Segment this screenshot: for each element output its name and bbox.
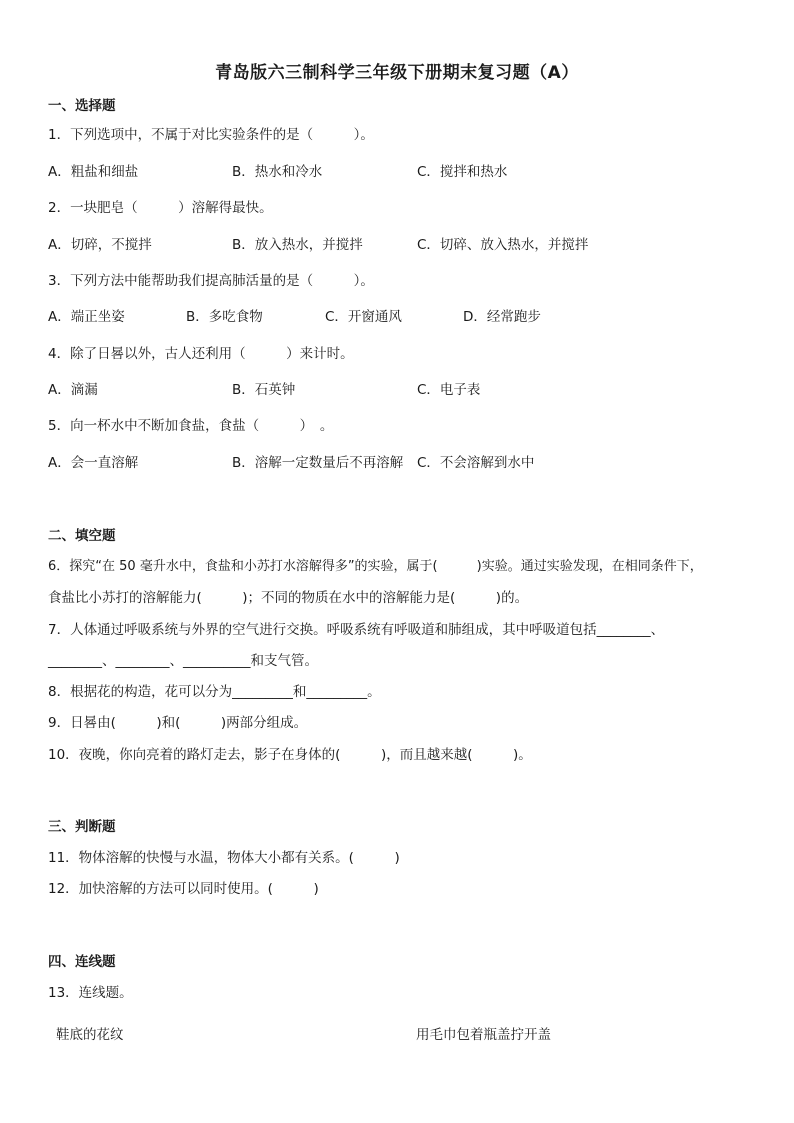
question-4-option-a: A．滴漏 (48, 382, 98, 398)
question-2-stem: 2．一块肥皂（ ）溶解得最快。 (48, 200, 273, 216)
section-heading-judge: 三、判断题 (48, 819, 116, 835)
match-left-item-1: 鞋底的花纹 (56, 1027, 124, 1043)
question-1-option-c: C．搅拌和热水 (417, 164, 508, 180)
question-4-option-b: B．石英钟 (232, 382, 296, 398)
question-5-option-a: A．会一直溶解 (48, 455, 139, 471)
question-3-option-a: A．端正坐姿 (48, 309, 125, 325)
question-3-option-b: B．多吃食物 (186, 309, 263, 325)
section-heading-fill: 二、填空题 (48, 528, 116, 544)
question-4-option-c: C．电子表 (417, 382, 481, 398)
question-2-option-b: B．放入热水，并搅拌 (232, 237, 363, 253)
question-4-stem: 4．除了日晷以外，古人还利用（ ）来计时。 (48, 346, 354, 362)
question-7-line-2: ________、________、__________和支气管。 (48, 653, 318, 669)
question-3-stem: 3．下列方法中能帮助我们提高肺活量的是（ ）。 (48, 273, 374, 289)
question-6-line-1: 6．探究“在 50 毫升水中，食盐和小苏打水溶解得多”的实验，属于( )实验。通过实验发现，在相同条件下， (48, 559, 703, 574)
page-title: 青岛版六三制科学三年级下册期末复习题（A） (215, 63, 579, 83)
question-5-option-c: C．不会溶解到水中 (417, 455, 535, 471)
question-8: 8．根据花的构造，花可以分为_________和_________。 (48, 684, 381, 700)
question-5-stem: 5．向一杯水中不断加食盐，食盐（ ） 。 (48, 418, 334, 434)
question-1-option-a: A．粗盐和细盐 (48, 164, 139, 180)
question-1-option-b: B．热水和冷水 (232, 164, 323, 180)
question-2-option-c: C．切碎、放入热水，并搅拌 (417, 237, 589, 253)
question-6-line-2: 食盐比小苏打的溶解能力( )；不同的物质在水中的溶解能力是( )的。 (48, 590, 529, 606)
question-9: 9．日晷由( )和( )两部分组成。 (48, 715, 308, 731)
match-right-item-1: 用毛巾包着瓶盖拧开盖 (416, 1027, 551, 1043)
question-12: 12．加快溶解的方法可以同时使用。( ) (48, 881, 319, 897)
question-7-line-1: 7．人体通过呼吸系统与外界的空气进行交换。呼吸系统有呼吸道和肺组成，其中呼吸道包括________、 (48, 622, 665, 638)
question-3-option-d: D．经常跑步 (463, 309, 541, 325)
question-1-stem: 1．下列选项中，不属于对比实验条件的是（ ）。 (48, 127, 374, 143)
question-13-stem: 13．连线题。 (48, 985, 133, 1001)
section-heading-choice: 一、选择题 (48, 98, 116, 114)
section-heading-match: 四、连线题 (48, 954, 116, 970)
question-11: 11．物体溶解的快慢与水温，物体大小都有关系。( ) (48, 850, 400, 866)
question-2-option-a: A．切碎，不搅拌 (48, 237, 152, 253)
question-5-option-b: B．溶解一定数量后不再溶解 (232, 455, 404, 471)
question-3-option-c: C．开窗通风 (325, 309, 402, 325)
question-10: 10．夜晚，你向亮着的路灯走去，影子在身体的( )，而且越来越( )。 (48, 747, 532, 763)
